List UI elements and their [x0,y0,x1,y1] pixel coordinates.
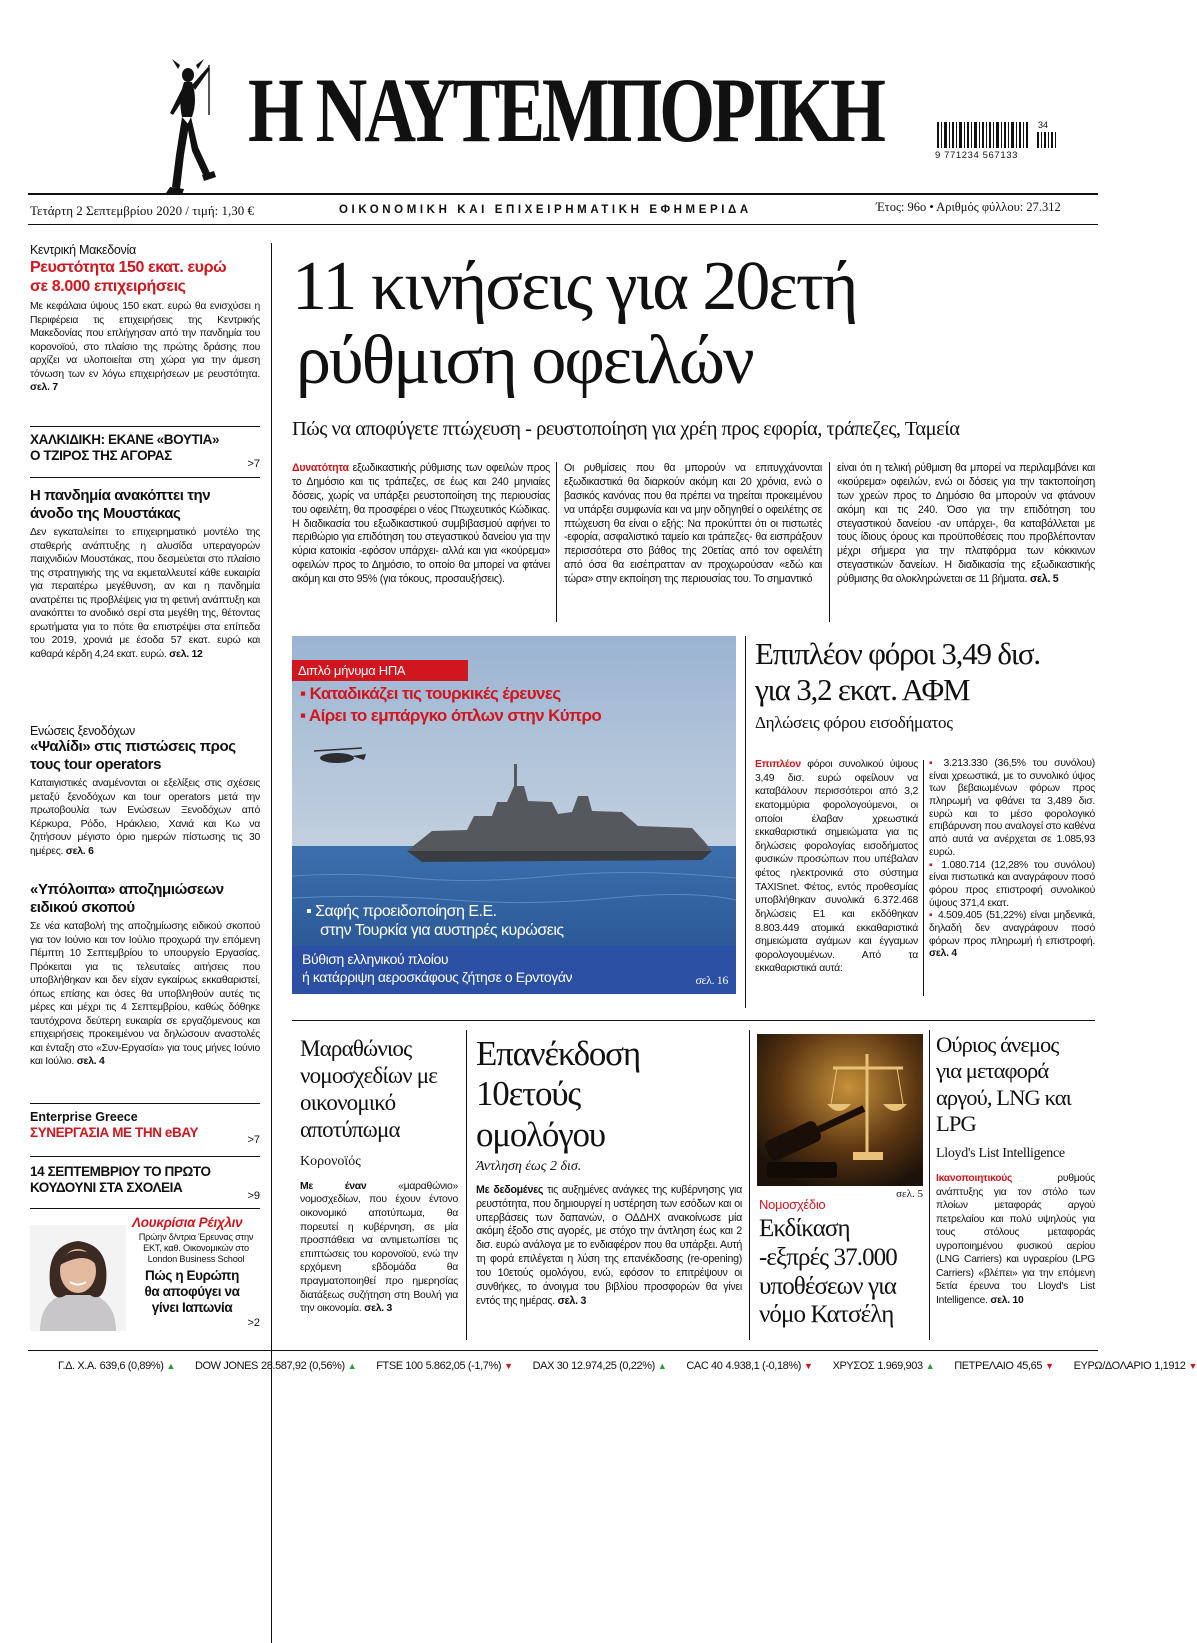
page-ref: >7 [247,458,260,470]
arrow-up-icon: ▲ [925,1361,935,1371]
section-rule [292,1020,1095,1021]
kicker: Άντληση έως 2 δισ. [476,1158,582,1174]
masthead-rule [28,193,1098,195]
headline: Επιπλέον φόροι 3,49 δισ. για 3,2 εκατ. ΑΦΜ [755,636,1040,707]
taxes-col-2: ▪ 3.213.330 (36,5% του συνόλου) είναι χρεωστικά, με το συνολικό ύψος των βεβαιωμένων φόρων προς πληρωμή να φθάνει τα 3,489 δισ. ευρώ και το μέσο φορολογικό επιβάρυνση που αναλογεί στο καθένα από αυτά να ανέρχεται σε 1.085,93 ευρώ. ▪ 1.080.714 (12,28% του συνόλου) είναι πιστωτικά και αναγράφουν ποσό φόρου προς επιστροφή συνολικού ύψους 371,4 εκατ. ▪ 4.509.405 (51,22%) είναι μηδενικά, δηλαδή δεν αναγράφουν ποσό φόρων προς πληρωμή ή επιστροφή. σελ. 4 [929,758,1095,960]
barcode-issue-number: 34 [1038,120,1049,130]
body-text: Ικανοποιητικούς ρυθμούς ανάπτυξης για τον στόλο των πλοίων μεταφοράς αργού πετρελαίου και πολύ υψηλούς για τους στόλους μεταφοράς υγροποιημένου φυσικού αερίου (LNG Carriers) και υγραερίου (LPG Carriers) «βλέπει» για την επόμενη 5ετία έρευνα του Lloyd's List Intelligence. σελ. 10 [936,1173,1095,1306]
ticker-value: 1.969,903 [877,1360,923,1372]
photo-story[interactable] [292,636,736,994]
divider [30,426,260,427]
arrow-down-icon: ▼ [504,1361,513,1371]
arrow-up-icon: ▲ [166,1361,175,1371]
ticker-label: DOW JONES [194,1360,258,1372]
arrow-up-icon: ▲ [347,1361,357,1371]
ticker-item [954,1360,1053,1372]
kicker: Κορονοϊός [300,1153,361,1169]
market-ticker [58,1360,1197,1380]
story-makedonia[interactable] [30,243,260,395]
kicker: Ενώσεις ξενοδόχων [30,724,135,738]
headline: Μαραθώνιος νομοσχεδίων με οικονομικό αποτύπωμα [300,1036,438,1142]
story-ebay[interactable] [30,1110,260,1146]
col-rule [829,462,830,622]
arrow-down-icon: ▼ [804,1361,813,1371]
headline: Πώς η Ευρώπη θα αποφύγει να γίνει Ιαπωνία [144,1268,240,1316]
sidebar-separator [271,243,272,1643]
lead-headline-1[interactable]: 11 κινήσεις για 20ετή [292,248,857,325]
headline: 14 ΣΕΠΤΕΜΒΡΙΟΥ ΤΟ ΠΡΩΤΟ ΚΟΥΔΟΥΝΙ ΣΤΑ ΣΧΟΛΕΙΑ [30,1164,211,1196]
bonds-story[interactable] [476,1034,742,1354]
col-rule [923,760,924,996]
story-opinion[interactable] [30,1215,260,1335]
ticker-item [1074,1360,1197,1372]
ticker-rule [28,1350,1098,1351]
photo-bullet-2: ▪ Αίρει το εμπάργκο όπλων στην Κύπρο [300,706,602,725]
headline: ΧΑΛΚΙΔΙΚΗ: ΕΚΑΝΕ «ΒΟΥΤΙΑ» Ο ΤΖΙΡΟΣ ΤΗΣ ΑΓΟΡΑΣ [30,432,220,464]
ticker-item [533,1360,667,1372]
ticker-label: ΠΕΤΡΕΛΑΙΟ [954,1360,1014,1372]
author-photo [30,1225,126,1331]
ticker-item [58,1360,175,1372]
gavel-photo [757,1034,923,1186]
lead-col-1: Δυνατότητα εξωδικαστικής ρύθμισης των οφειλών προς το Δημόσιο και τις τράπεζες, σε έως και 240 μηνιαίες δόσεις, χωρίς να υπάρξει ρευστοποίηση της περιουσίας του οφειλέτη, θα προσφέρει ο νέος Πτωχευτικός Κώδικας. Η διαδικασία του εξωδικαστικού συμβιβασμού αφήνει το περιθώριο για επιδότηση του στεγαστικού δανείου για την κύρια κατοικία -εφόσον υπάρχει- αλλά και για «κούρεμα» οφειλών προς το Δημόσιο, το οποίο θα μπορεί να φτάνει ακόμη και στο 95% (για τόκους, προσαυξήσεις). [292,462,550,585]
story-schools[interactable] [30,1164,260,1202]
kicker: Κεντρική Μακεδονία [30,243,136,257]
page-ref: >7 [247,1134,260,1146]
body-text: Σε νέα καταβολή της αποζημίωσης ειδικού σκοπού για τον Ιούνιο και τον Ιούλιο προχωρά την επόμενη Πέμπτη 10 Σεπτεμβρίου το υπουργείο Εργασίας. Πρόκειται για τις τελευταίες αιτήσεις που υποβλήθηκαν και δεν είχαν εγκαίρως εκκαθαριστεί, όπως επίσης και όσες θα υποβληθούν αυτές τις μέρες και μέχρι τις 4 Σεπτεμβρίου, καθώς δόθηκε ταυτόχρονα δεύτερη ευκαιρία σε εργαζόμενους και επιχειρήσεις προκειμένου να δηλώσουν αναστολές και ένταξη στο «Συν-Εργασία» για τους μήνες Ιούνιο και Ιούλιο. σελ. 4 [30,921,260,1068]
kicker: Νομοσχέδιο [759,1197,826,1212]
ticker-item [686,1360,812,1372]
ticker-value: 4.938,1 (-0,18%) [725,1360,802,1372]
arrow-up-icon: ▲ [657,1361,667,1371]
masthead-rule-bottom [28,224,1098,225]
ticker-value: 1,1912 [1154,1360,1186,1372]
taxes-col-1: Επιπλέον φόροι συνολικού ύψους 3,49 δισ. ευρώ οφείλουν να καταβάλουν περισσότεροι από 3,2 εκατομμύρια φορολογούμενοι, οι οποίοι έλαβαν χρεωστικά εκκαθαριστικά σημειώματα για τις δηλώσεις φορολογίας εισοδήματος φυσικών προσώπων που υπέβαλαν φέτος ηλεκτρονικά στο σύστημα TAXISnet. Φέτος, εντός προθεσμίας υποβλήθηκαν συνολικά 6.372.468 δηλώσεις Ε1 και εκδόθηκαν 8.803.449 ατομικά εκκαθαριστικά σημειώματα αγάμων και έγγαμων φορολογουμένων. Από τα εκκαθαριστικά αυτά: [755,759,918,975]
ticker-label: Γ.Δ. Χ.Α. [58,1360,97,1372]
story-moustakas[interactable] [30,487,260,661]
body-text: Καταιγιστικές αναμένονται οι εξελίξεις στις σχέσεις μεταξύ ξενοδόχων και tour operators μετά την πρωτοβουλία των Ενώσεων Ξενοδόχων από Κέρκυρα, Ρόδο, Ηράκλειο, Χανιά και Κω να ζητήσουν μέγιστο όριο ημερών πίστωσης τις 30 ημέρες. σελ. 6 [30,778,260,857]
ticker-item [195,1360,356,1372]
ticker-value: 5.862,05 (-1,7%) [425,1360,502,1372]
photo-tag: Διπλό μήνυμα ΗΠΑ [292,660,468,681]
lead-col-2: Οι ρυθμίσεις που θα μπορούν να επιτυγχάνονται εξωδικαστικά θα διαρκούν ακόμη και 20 χρόνια, ενώ ο βασικός κανόνας που θα πρέπει να τηρείται προκειμένου να υπάρξει συμφωνία και να μην οδηγηθεί ο οφειλέτης σε πτώχευση θα είναι ο εξής: Να προκύπτει ότι οι πιστωτές -εφορία, ασφαλιστικό ταμείο και τράπεζες- θα εισπράξουν περισσότερα στο βάθος της 20ετίας από τον οφειλέτη από όσα θα εισέπρατταν αν προχωρούσαν «εδώ και τώρα» στην εκποίηση της περιουσίας του. Το σημαντικό [564,462,822,585]
barcode-number: 9 771234 567133 [935,150,1018,161]
author-name: Λουκρίσια Ρέιχλιν [132,1215,243,1230]
story-hotels[interactable] [30,724,260,858]
kicker: Enterprise Greece [30,1110,138,1124]
ticker-label: ΕΥΡΩ/ΔΟΛΑΡΙΟ [1073,1360,1152,1372]
ticker-item [376,1360,512,1372]
date-price: Τετάρτη 2 Σεπτεμβρίου 2020 / τιμή: 1,30 € [30,203,255,218]
page-ref: >9 [247,1190,260,1202]
divider [30,477,260,478]
hermes-logo [158,55,218,203]
photo-page-ref: σελ. 5 [896,1188,923,1200]
arrow-down-icon: ▼ [1045,1361,1054,1371]
headline: Επανέκδοση 10ετούς ομολόγου [476,1034,640,1154]
ticker-label: ΧΡΥΣΟΣ [832,1360,875,1372]
col-rule [466,1030,467,1340]
body-text: Με δεδομένες τις αυξημένες ανάγκες της κυβέρνησης για ρευστότητα, που δημιουργεί η υστέρηση των εσόδων και οι υπερβάσεις των δαπανών, ο ΟΔΔΗΧ ανακοίνωσε μία ακόμη έξοδο στις αγορές, με στόχο την άντληση έως και 2 δισ. ευρώ ανάλογα με το ενδιαφέρον που θα υπάρξει. Αυτή τη φορά επιλέγεται η λύση της επανέκδοσης (re-opening) του 10ετούς ομολόγου, ενώ, εφόσον το επιτρέψουν οι συνθήκες, το άνοιγμα του βιβλίου προσφορών θα γίνει εντός της ημέρας. σελ. 3 [476,1183,742,1307]
sidebar [30,243,260,1633]
body-text: Με έναν «μαραθώνιο» νομοσχεδίων, που έχουν έντονο οικονομικό αποτύπωμα, θα πορευτεί η κυβέρνηση, σε μία προσπάθεια να αντιμετωπίσει τις επιπτώσεις του κορονοϊού, ενώ την ερχόμενη εβδομάδα θα πραγματοποιηθεί προ ημερησίας διατάξεως συζήτηση στη Βουλή για την οικονομία. σελ. 3 [300,1180,459,1315]
headline: Εκδίκαση -εξπρές 37.000 υποθέσεων για νόμο Κατσέλη [759,1215,897,1329]
lng-story[interactable] [936,1032,1095,1352]
headline: «Υπόλοιπα» αποζημιώσεων ειδικού σκοπού [30,881,224,916]
ticker-value: 12.974,25 (0,22%) [571,1360,655,1372]
divider [30,1208,260,1209]
kicker: Lloyd's List Intelligence [936,1146,1065,1162]
col-rule [556,462,557,622]
lead-deck: Πώς να αποφύγετε πτώχευση - ρευστοποίηση για χρέη προς εφορία, τράπεζες, Ταμεία [292,418,960,440]
photo-bullet-1: ▪ Καταδικάζει τις τουρκικές έρευνες [300,684,561,703]
lead-col-3: είναι ότι η τελική ρύθμιση θα μπορεί να περιλαμβάνει και «κούρεμα» οφειλών, ενώ οι δόσεις για την τακτοποίηση των χρεών προς το Δημόσιο θα μπορούν να φτάνουν ακόμη και τις 240. Όσο για την επιδότηση του στεγαστικού δανείου -αν υπάρχει-, θα καταβάλλεται με τους ίδιους όρους και προϋποθέσεις που προβλέπονταν μέχρι σήμερα για την πλατφόρμα των κόκκινων στεγαστικών δανείων. Η διαδικασία της εξωδικαστικής ρύθμισης θα ολοκληρώνεται σε 11 βήματα. σελ. 5 [837,462,1095,585]
headline: Ούριος άνεμος για μεταφορά αργού, LNG και LPG [936,1032,1071,1136]
photo-caption: Βύθιση ελληνικού πλοίου ή κατάρριψη αεροσκάφους ζήτησε ο Ερντογάν σελ. 16 [292,946,736,994]
story-chalkidiki[interactable] [30,432,260,470]
lead-headline-2[interactable]: ρύθμιση οφειλών [296,322,753,399]
ticker-value: 28.587,92 (0,56%) [261,1360,345,1372]
photo-bullet-3: ▪ Σαφής προειδοποίηση Ε.Ε. στην Τουρκία για αυστηρές κυρώσεις [306,903,564,940]
ticker-label: CAC 40 [686,1360,723,1372]
divider [30,1156,260,1157]
page-ref: >2 [247,1317,260,1329]
masthead-subtitle: ΟΙΚΟΝΟΜΙΚΗ ΚΑΙ ΕΠΙΧΕΙΡΗΜΑΤΙΚΗ ΕΦΗΜΕΡΙΔΑ [339,204,752,216]
marathon-story[interactable] [300,1036,458,1356]
author-role: Πρώην δ/ντρια Έρευνας στην ΕΚΤ, καθ. Οικονομικών στο London Business School [138,1232,254,1265]
page-ref: σελ. 16 [695,973,728,987]
deck: Δηλώσεις φόρου εισοδήματος [755,713,953,733]
col-rule [929,1030,930,1340]
headline: «Ψαλίδι» στις πιστώσεις προς τους tour operators [30,738,236,773]
ticker-label: FTSE 100 [376,1360,423,1372]
story-compensation[interactable] [30,881,260,1069]
arrow-down-icon: ▼ [1188,1361,1197,1371]
ticker-item [833,1360,935,1372]
taxes-story[interactable] [755,636,1095,1016]
body-text: Με κεφάλαια ύψους 150 εκατ. ευρώ θα ενισχύσει η Περιφέρεια τις επιχειρήσεις της Κεντρικής Μακεδονίας που επλήγησαν από την πανδημία του κορονοϊού, στο πλαίσιο της πρώτης δράσης που αρχίζει να υλοποιείται στη χώρα για την άμεση τόνωση των εν λόγω επιχειρήσεων με ρευστότητα. σελ. 7 [30,301,260,394]
katseli-story[interactable] [757,1034,923,1344]
ticker-value: 45,65 [1016,1360,1043,1372]
col-rule [749,1030,750,1340]
divider [30,1103,260,1104]
masthead-title: Η ΝΑΥΤΕΜΠΟΡΙΚΗ [248,59,883,161]
ticker-value: 639,6 (0,89%) [99,1360,164,1372]
headline: Η πανδημία ανακόπτει την άνοδο της Μουστάκας [30,487,211,522]
headline: Ρευστότητα 150 εκατ. ευρώ σε 8.000 επιχειρήσεις [30,259,227,295]
issue-info: Έτος: 96ο • Αριθμός φύλλου: 27.312 [876,200,1061,214]
body-text: Δεν εγκαταλείπει το επιχειρηματικό μοντέλο της σταθερής ανάπτυξης η αλυσίδα υπεραγορών παιχνιδιών Μουστάκας, που δεσμεύεται στο πλαίσιο της στρατηγικής της να εκμεταλλευτεί κάθε ευκαιρία για περαιτέρω μεγέθυνση, αν και η πανδημία ανατρέπει τις προβλέψεις για τη φετινή ανάπτυξη και ανακόπτει το ανοδικό σερί στα μεγέθη της, θέτοντας ερωτήματα για το πότε θα επιστρέψει στα επίπεδα του 2019, χρονιά με έσοδα 57 εκατ. ευρώ και καθαρά κέρδη 4,24 εκατ. ευρώ. σελ. 12 [30,527,260,660]
headline: ΣΥΝΕΡΓΑΣΙΑ ΜΕ ΤΗΝ eBAY [30,1125,199,1140]
ticker-label: DAX 30 [532,1360,569,1372]
col-rule [745,636,746,1008]
